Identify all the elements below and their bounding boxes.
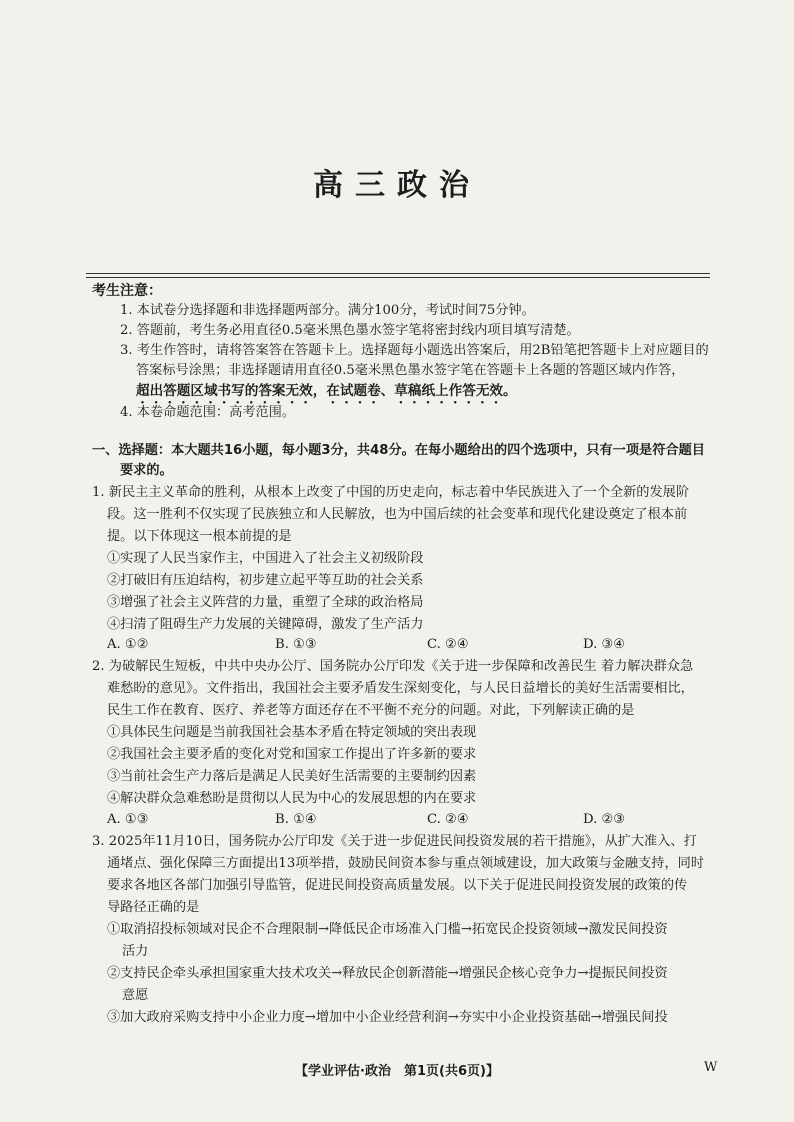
section-heading-cont: 要求的。	[120, 463, 173, 478]
page-title: 高三政治	[313, 168, 481, 203]
q1-option-a: A. ①②	[107, 637, 149, 652]
q2-option-c: C. ②④	[427, 812, 469, 827]
q3-stem: 要求各地区各部门加强引导监管，促进民间投资高质量发展。以下关于促进民间投资发展的政策的传	[107, 878, 688, 893]
q3-stem: 3. 2025年11月10日，国务院办公厅印发《关于进一步促进民间投资发展的若干措施》，从扩大准入、打	[92, 834, 697, 849]
q3-stem: 导路径正确的是	[107, 900, 200, 915]
q2-option-a: A. ①③	[107, 812, 149, 827]
notice-item: 1. 本试卷分选择题和非选择题两部分。满分100分，考试时间75分钟。	[120, 303, 535, 318]
notice-item: 3. 考生作答时，请将答案答在答题卡上。选择题每小题选出答案后，用2B铅笔把答题卡上对应题目的	[120, 343, 709, 358]
q2-option-d: D. ②③	[583, 812, 626, 827]
section-heading: 一、选择题：本大题共16小题，每小题3分，共48分。在每小题给出的四个选项中，只有一项是符合题目	[92, 443, 705, 458]
notice-item: 4. 本卷命题范围：高考范围。	[120, 405, 296, 420]
q1-item: ④扫清了阻碍生产力发展的关键障碍，激发了生产活力	[107, 617, 424, 632]
page-footer: 【学业评估·政治 第1页(共6页)】	[295, 1064, 499, 1079]
q1-item: ①实现了人民当家作主，中国进入了社会主义初级阶段	[107, 551, 424, 566]
q3-item: ①取消招投标领域对民企不合理限制→降低民企市场准入门槛→拓宽民企投资领域→激发民间投资	[107, 922, 668, 937]
q2-stem: 2. 为破解民生短板，中共中央办公厅、国务院办公厅印发《关于进一步保障和改善民生 着力解决群众急	[92, 659, 694, 674]
q2-stem: 难愁盼的意见》。文件指出，我国社会主要矛盾发生深刻变化，与人民日益增长的美好生活需要相比，	[107, 681, 694, 696]
q2-option-b: B. ①④	[275, 812, 317, 827]
q1-option-c: C. ②④	[427, 637, 469, 652]
notice-item: 2. 答题前，考生务必用直径0.5毫米黑色墨水签字笔将密封线内项目填写清楚。	[120, 323, 580, 338]
notice-item: 答案标号涂黑；非选择题请用直径0.5毫米黑色墨水签字笔在答题卡上各题的答题区域内作答，	[136, 363, 685, 378]
q3-stem: 通堵点、强化保障三方面提出13项举措，鼓励民间资本参与重点领域建设，加大政策与金融支持，同时	[107, 856, 705, 871]
notice-heading: 考生注意：	[92, 283, 162, 299]
q1-item: ②打破旧有压迫结构，初步建立起平等互助的社会关系	[107, 573, 424, 588]
q3-item: ②支持民企牵头承担国家重大技术攻关→释放民企创新潜能→增强民企核心竞争力→提振民间投资	[107, 966, 668, 981]
q2-item: ②我国社会主要矛盾的变化对党和国家工作提出了许多新的要求	[107, 747, 477, 762]
q1-option-d: D. ③④	[583, 637, 626, 652]
q3-item-cont: 意愿	[122, 988, 149, 1003]
q3-item: ③加大政府采购支持中小企业力度→增加中小企业经营利润→夯实中小企业投资基础→增强民间投	[107, 1010, 668, 1025]
q1-stem: 提。以下体现这一根本前提的是	[107, 529, 292, 544]
notice-warning: 超出答题区域书写的答案无效，在试题卷、草稿纸上作答无效。	[136, 383, 517, 399]
footer-code: W	[704, 1060, 718, 1075]
q1-stem: 段。这一胜利不仅实现了民族独立和人民解放，也为中国后续的社会变革和现代化建设奠定了根本前	[107, 507, 688, 522]
q3-item-cont: 活力	[122, 944, 149, 959]
q1-option-b: B. ①③	[275, 637, 317, 652]
q2-item: ④解决群众急难愁盼是贯彻以人民为中心的发展思想的内在要求	[107, 791, 477, 806]
q2-item: ③当前社会生产力落后是满足人民美好生活需要的主要制约因素	[107, 769, 477, 784]
q2-stem: 民生工作在教育、医疗、养老等方面还存在不平衡不充分的问题。对此，下列解读正确的是	[107, 703, 635, 718]
q1-item: ③增强了社会主义阵营的力量，重塑了全球的政治格局	[107, 595, 424, 610]
q1-stem: 1. 新民主主义革命的胜利，从根本上改变了中国的历史走向，标志着中华民族进入了一个全新的发展阶	[92, 485, 690, 500]
q2-item: ①具体民生问题是当前我国社会基本矛盾在特定领域的突出表现	[107, 725, 477, 740]
divider	[86, 273, 710, 274]
divider	[86, 277, 710, 278]
